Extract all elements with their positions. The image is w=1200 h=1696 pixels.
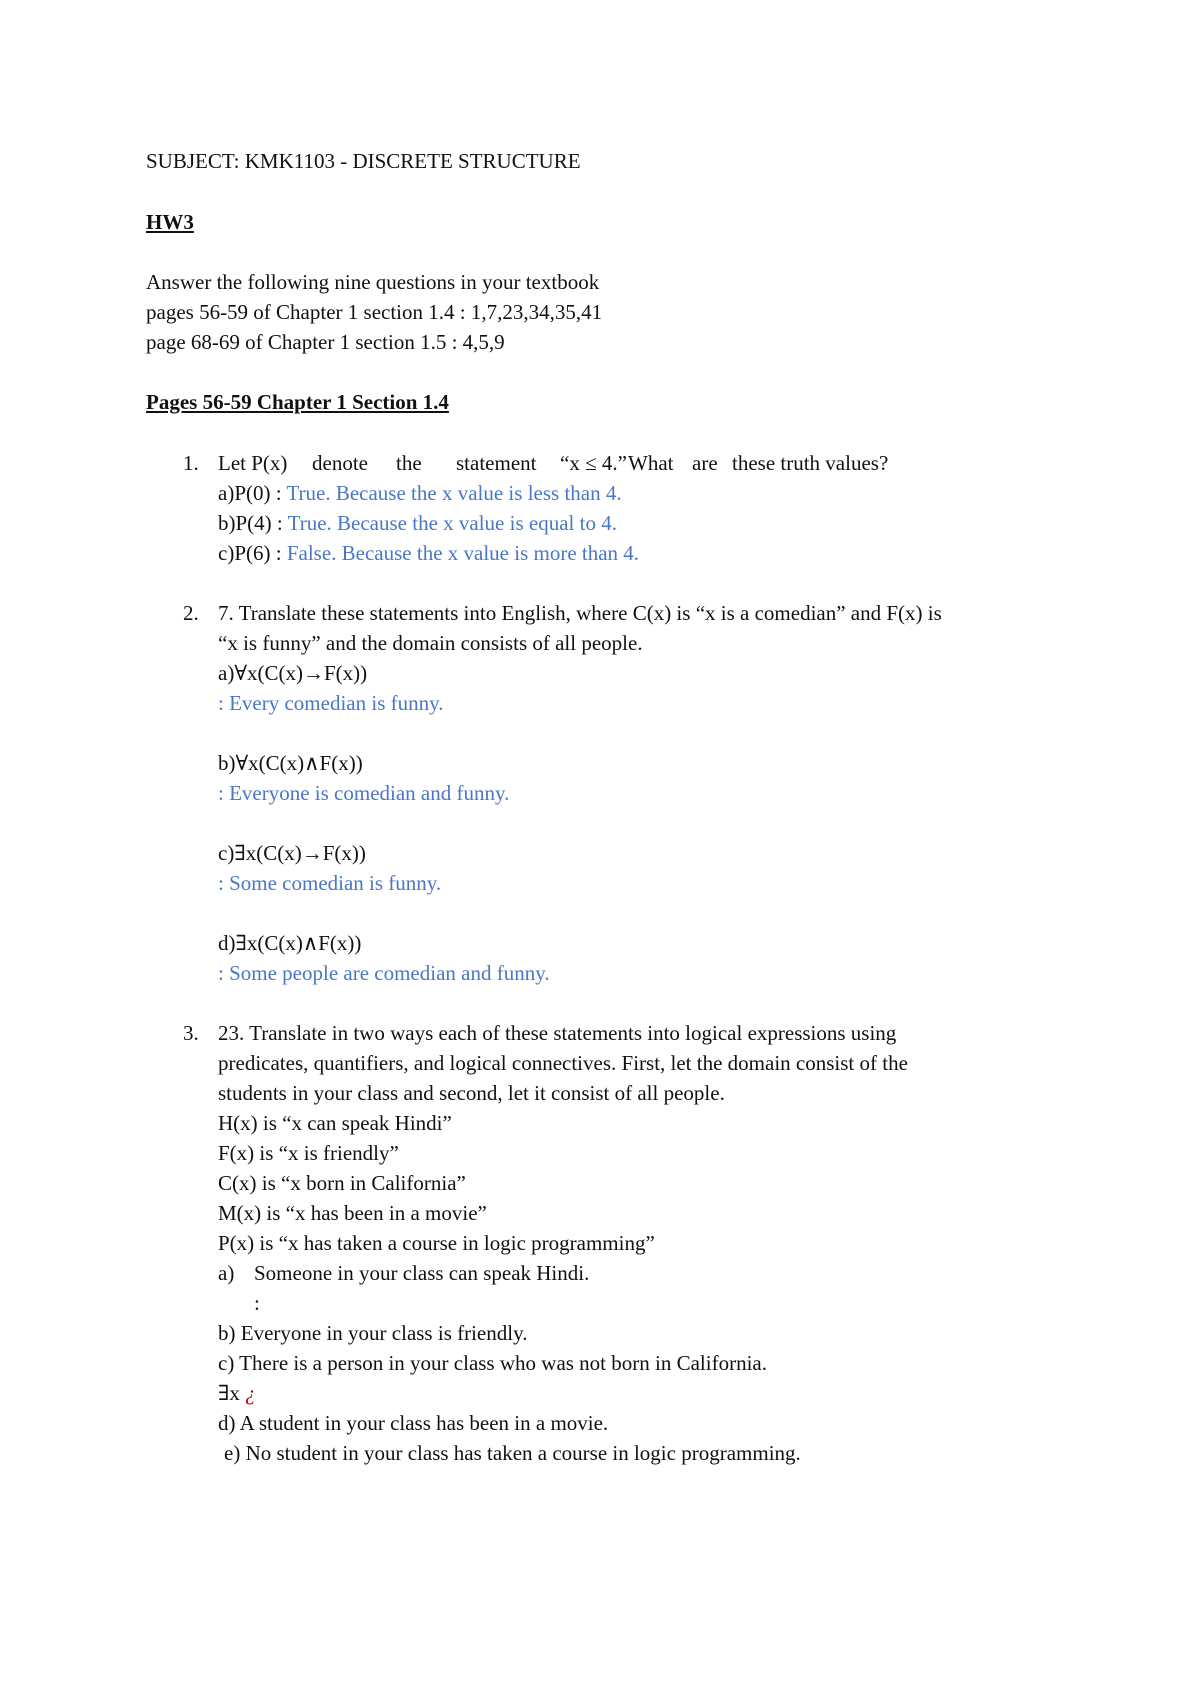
question-2d-expression: d)∃x(C(x)∧F(x)) (218, 931, 362, 955)
question-1-word: are (692, 451, 718, 475)
question-2a-expression: a)∀x(C(x)→F(x)) (218, 661, 368, 685)
question-3-prompt-line-1: 23. Translate in two ways each of these statements into logical expressions using (218, 1021, 897, 1045)
question-3-prompt-line-3: students in your class and second, let it consist of all people. (218, 1081, 725, 1105)
question-2-prompt-line-1: 7. Translate these statements into English, where C(x) is “x is a comedian” and F(x) is (218, 601, 942, 625)
predicate-definition-c: C(x) is “x born in California” (218, 1171, 466, 1195)
question-3c-text: c) There is a person in your class who was not born in California. (218, 1351, 767, 1375)
question-3c-answer (218, 1383, 256, 1404)
question-2c-expression: c)∃x(C(x)→F(x)) (218, 841, 366, 865)
subject-line: SUBJECT: KMK1103 - DISCRETE STRUCTURE (146, 149, 581, 173)
question-3a-text: Someone in your class can speak Hindi. (254, 1261, 590, 1285)
question-3e-text: e) No student in your class has taken a course in logic programming. (224, 1441, 801, 1465)
question-1-word: denote (312, 451, 368, 475)
question-3a-answer: : (254, 1291, 260, 1315)
question-1-word: statement (456, 451, 537, 475)
question-2-number: 2. (183, 601, 199, 625)
question-1-word: these truth values? (732, 451, 889, 475)
answer-text: True. Because the x value is less than 4. (286, 481, 622, 505)
question-3b-text: b) Everyone in your class is friendly. (218, 1321, 528, 1345)
answer-text: False. Because the x value is more than 4. (286, 541, 640, 565)
intro-line-2: pages 56-59 of Chapter 1 section 1.4 : 1,7,23,34,35,41 (146, 300, 603, 324)
question-3-number: 3. (183, 1021, 199, 1045)
predicate-definition-p: P(x) is “x has taken a course in logic programming” (218, 1231, 655, 1255)
answer-text: True. Because the x value is equal to 4. (287, 511, 617, 535)
question-2b-expression: b)∀x(C(x)∧F(x)) (218, 751, 363, 775)
question-2-prompt-line-2: “x is funny” and the domain consists of all people. (218, 631, 643, 655)
section-heading: Pages 56-59 Chapter 1 Section 1.4 (146, 390, 449, 414)
question-1-word: What (628, 451, 674, 475)
unrendered-symbol: ¿ (245, 1381, 256, 1405)
exists-x-expression: ∃x (218, 1381, 240, 1405)
question-2d-answer: : Some people are comedian and funny. (218, 961, 550, 985)
intro-line-3: page 68-69 of Chapter 1 section 1.5 : 4,5,9 (146, 330, 505, 354)
question-1c: c)P(6) : False. Because the x value is more than 4. (218, 541, 640, 565)
question-3a-label: a) (218, 1261, 235, 1285)
question-1a: a)P(0) : True. Because the x value is less than 4. (218, 481, 622, 505)
question-1-word: “x ≤ 4.” (560, 451, 627, 475)
question-1-word: Let P(x) (218, 451, 288, 475)
intro-line-1: Answer the following nine questions in your textbook (146, 270, 600, 294)
predicate-definition-h: H(x) is “x can speak Hindi” (218, 1111, 452, 1135)
predicate-definition-m: M(x) is “x has been in a movie” (218, 1201, 487, 1225)
question-1b: b)P(4) : True. Because the x value is equal to 4. (218, 511, 617, 535)
homework-title: HW3 (146, 210, 194, 234)
question-3d-text: d) A student in your class has been in a movie. (218, 1411, 609, 1435)
question-2c-answer: : Some comedian is funny. (218, 871, 442, 895)
question-1-number: 1. (183, 451, 199, 475)
question-3-prompt-line-2: predicates, quantifiers, and logical connectives. First, let the domain consist of the (218, 1051, 908, 1075)
question-2b-answer: : Everyone is comedian and funny. (218, 781, 510, 805)
question-1-word: the (396, 451, 422, 475)
predicate-definition-f: F(x) is “x is friendly” (218, 1141, 399, 1165)
question-2a-answer: : Every comedian is funny. (218, 691, 444, 715)
